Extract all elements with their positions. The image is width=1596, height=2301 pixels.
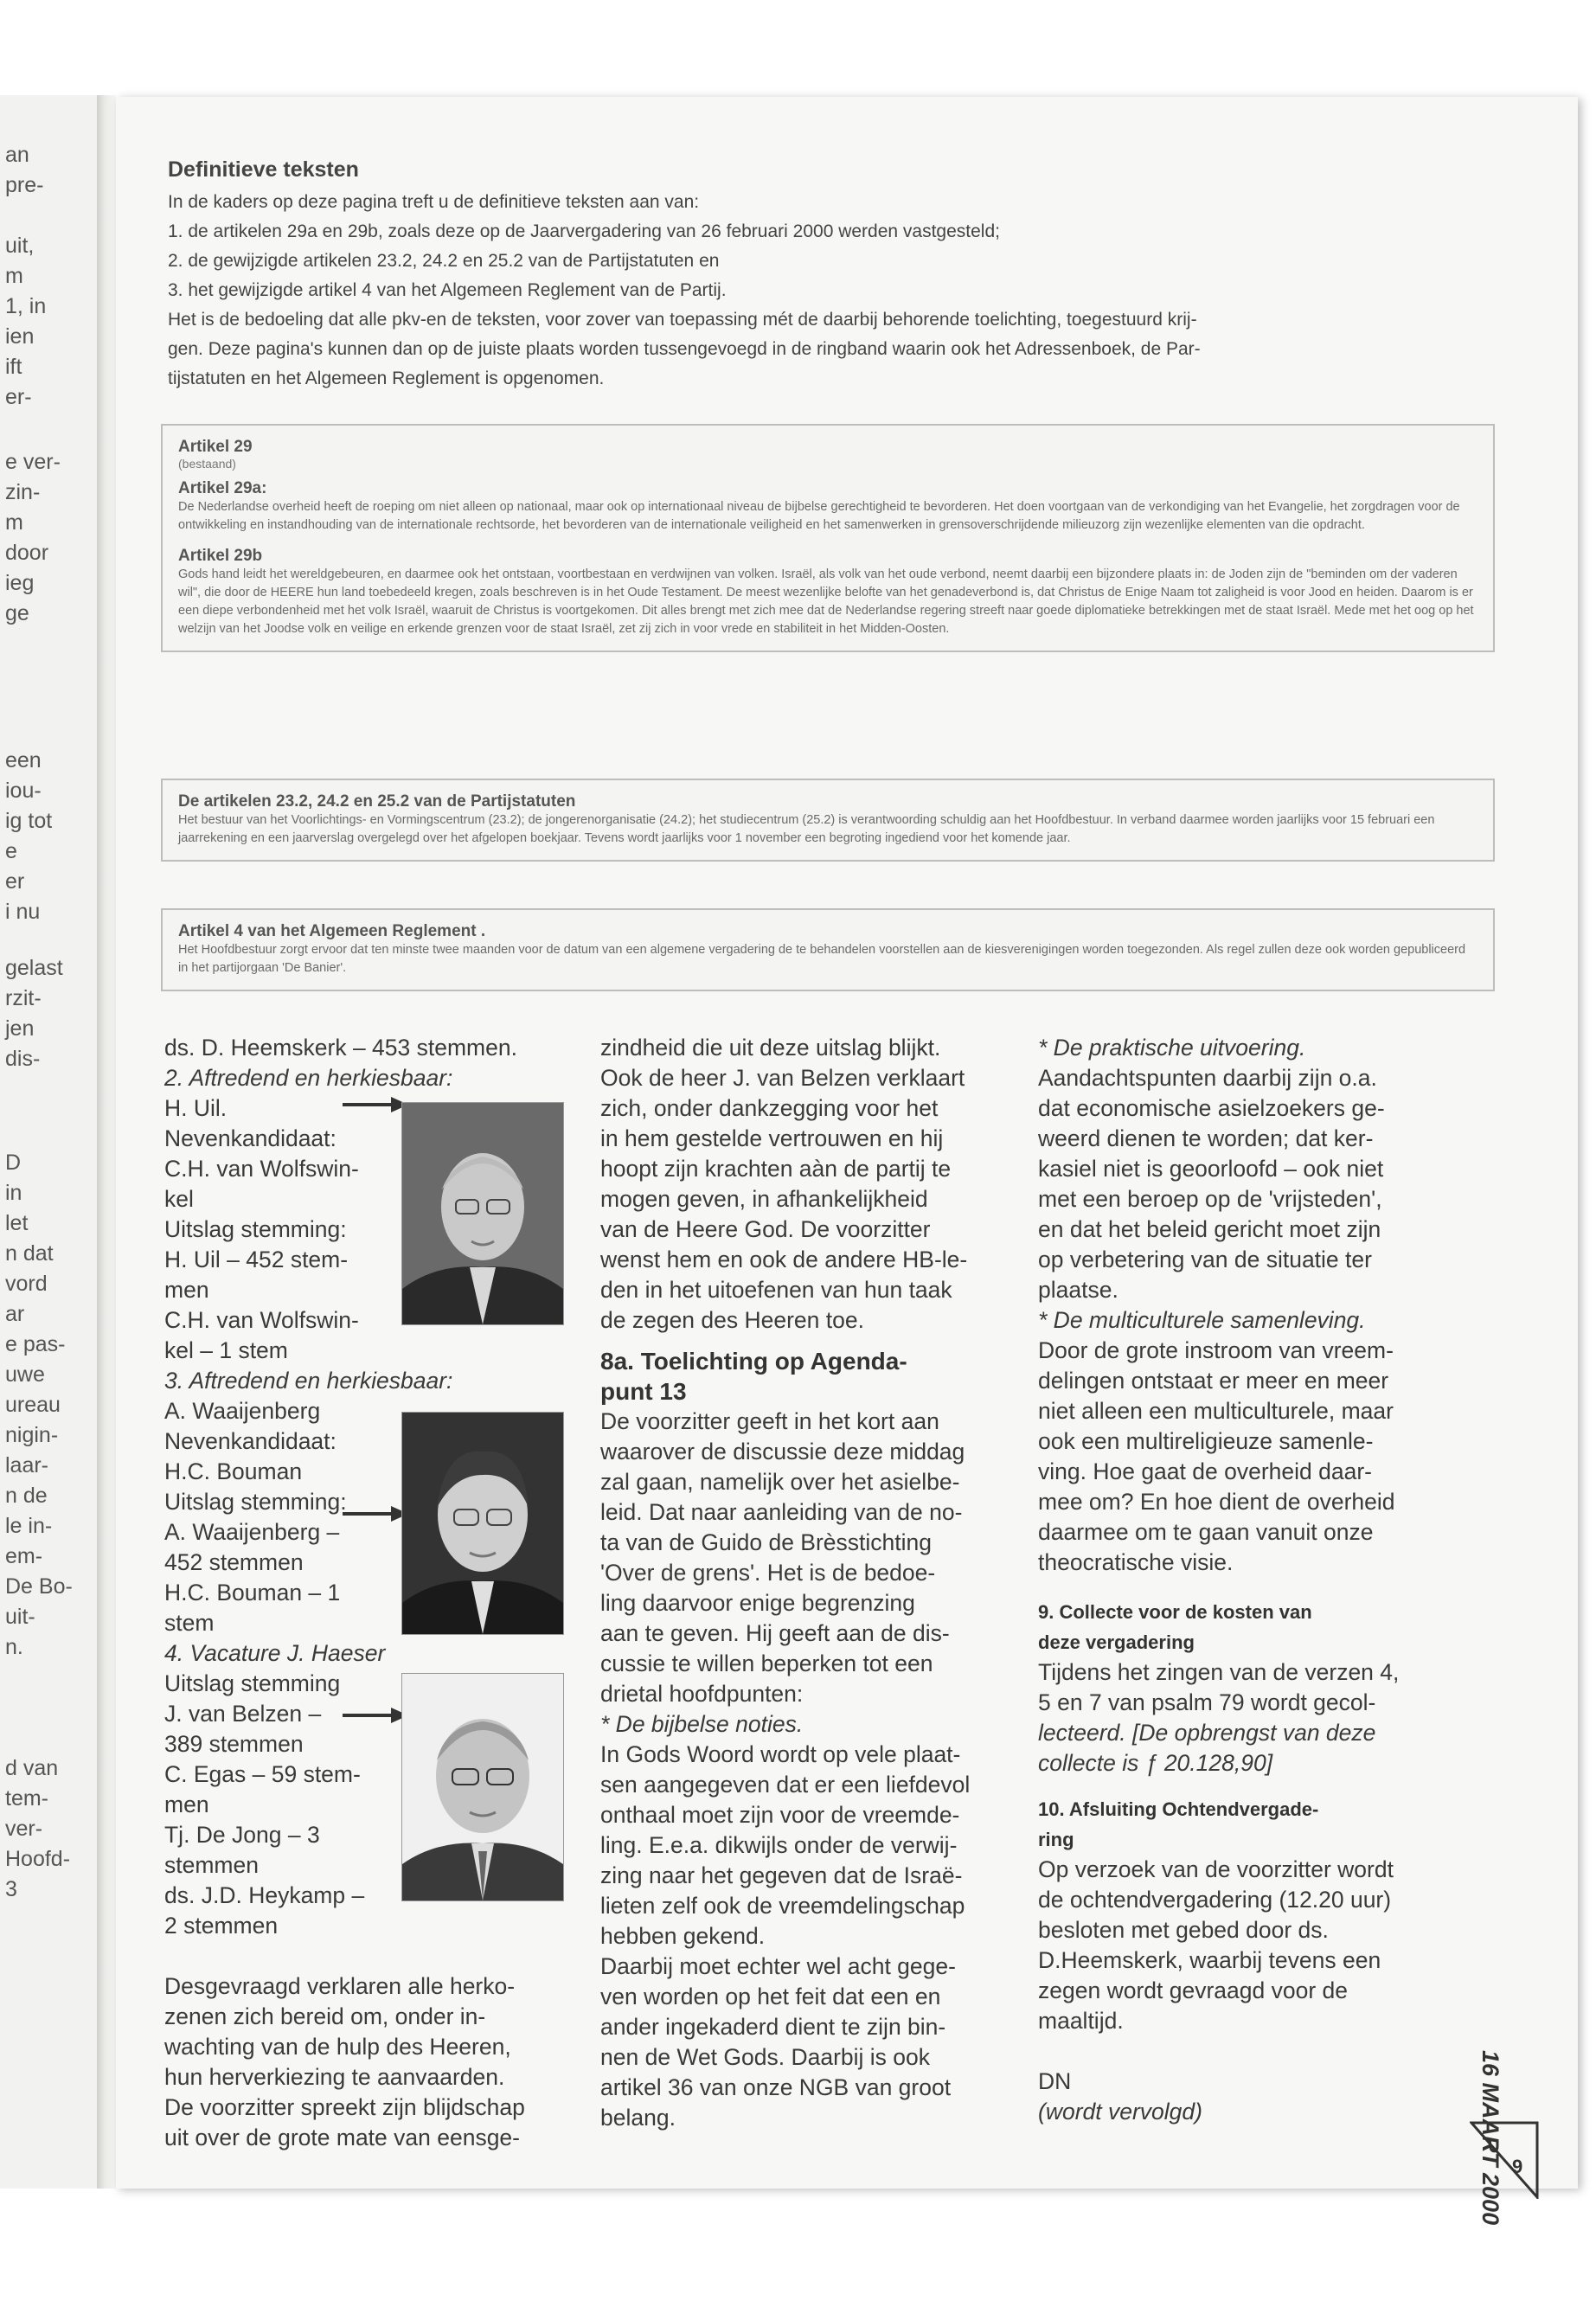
result-line: Tj. De Jong – 3 [164,1822,320,1848]
intro-line: 1. de artikelen 29a en 29b, zoals deze op de Jaarvergadering van 26 februari 2000 werden vastgesteld; [168,221,1000,241]
paragraph-line: Desgevraagd verklaren alle herko- [164,1973,516,1999]
author-initials: DN [1038,2068,1072,2094]
column-2 [600,1033,1033,2133]
text-line: delingen ontstaat er meer en meer [1038,1368,1389,1394]
result-line: H.C. Bouman [164,1458,303,1484]
text-line: niet alleen een multiculturele, maar [1038,1398,1394,1424]
result-line: ds. J.D. Heykamp – [164,1882,365,1908]
text-line: Daarbij moet echter wel acht gege- [600,1953,956,1979]
intro-section [168,157,1491,394]
text-line: In Gods Woord wordt op vele plaat- [600,1741,961,1767]
portrait-photo-a-waaijenberg [401,1412,564,1635]
text-line: zal gaan, namelijk over het asielbe- [600,1469,960,1495]
paragraph-line: De voorzitter spreekt zijn blijdschap [164,2094,525,2120]
result-line: kel – 1 stem [164,1337,288,1363]
text-line: Op verzoek van de voorzitter wordt [1038,1856,1394,1882]
text-line: besloten met gebed door ds. [1038,1917,1329,1943]
result-line: men [164,1791,209,1817]
result-line: 2. Aftredend en herkiesbaar: [164,1065,453,1091]
prev-page-fragment: an [5,143,29,167]
statutes-title: De artikelen 23.2, 24.2 en 25.2 van de Partijstatuten [178,792,576,811]
prev-page-fragment: er- [5,385,32,409]
prev-page-fragment: door [5,541,49,565]
intro-heading: Definitieve teksten [168,157,359,182]
prev-page-fragment: pre- [5,173,44,197]
result-line: C. Egas – 59 stem- [164,1761,361,1787]
prev-page-fragment: uit, [5,234,35,258]
text-line: kasiel niet is geoorloofd – ook niet [1038,1156,1384,1182]
text-line: waarover de discussie deze middag [600,1439,965,1465]
result-line: Uitslag stemming [164,1670,341,1696]
article-29b-text: Gods hand leidt het wereldgebeuren, en daarmee ook het ontstaan, voortbestaan en verdwijnen van volken. Israël, als volk van het oude verbond, neemt daarbij een bijzondere plaats in: de Joden zijn de "beminden om der vaderen wil", die door de HEERE hun land toebedeeld kregen, zoals beschreven is in het Oude Testament. De meest wezenlijke belofte van het genadeverbond is, dat Christus de Enige Naam tot zaligheid is voor Jood en heiden. Daarom is er een diepe verbondenheid met het volk Israël, waaruit de Christus is voortgekomen. Dit alles brengt met zich mee dat de Nederlandse regering streeft naar goede diplomatieke betrekkingen met de staat Israël. Mede met het oog op het welzijn van het Joodse volk en veilige en erkende grenzen voor de staat Israël, zet zij zich in voor vrede en stabiliteit in het Midden-Oosten. [178,567,1474,636]
result-line: 2 stemmen [164,1913,279,1939]
result-line: ds. D. Heemskerk – 453 stemmen. [164,1035,517,1061]
text-line: ander ingekaderd dient te zijn bin- [600,2014,946,2040]
section-9-heading: 9. Collecte voor de kosten van deze vergadering [1038,1601,1312,1653]
result-line: H. Uil. [164,1095,228,1121]
article-29-box [161,424,1495,652]
text-line: De voorzitter geeft in het kort aan [600,1408,939,1434]
prev-page-fragment: e ver- [5,450,61,474]
text-line: artikel 36 van onze NGB van groot [600,2074,952,2100]
book-gutter [97,95,116,2189]
prev-page-fragment: m [5,510,23,535]
text-line: ta van de Guido de Brèsstichting [600,1529,933,1555]
result-line: H.C. Bouman – 1 [164,1580,341,1606]
text-line: plaatse. [1038,1277,1118,1303]
result-line: C.H. van Wolfswin- [164,1307,359,1333]
text-line: hebben gekend. [600,1923,766,1949]
text-line: met een beroep op de 'vrijsteden', [1038,1186,1382,1212]
result-line: J. van Belzen – [164,1701,322,1727]
intro-line: tijstatuten en het Algemeen Reglement is opgenomen. [168,369,605,388]
arrow-icon [341,1704,410,1727]
prev-page-fragment: em- [5,1544,43,1568]
text-line: den in het uitoefenen van hun taak [600,1277,952,1303]
text-line: maaltijd. [1038,2008,1124,2034]
text-line: Aandachtspunten daarbij zijn o.a. [1038,1065,1377,1091]
prev-page-fragment: iou- [5,779,42,803]
result-line: A. Waaijenberg [164,1398,321,1424]
prev-page-fragment: tem- [5,1786,48,1811]
regulation-text: Het Hoofdbestuur zorgt ervoor dat ten minste twee maanden voor de datum van een algemene vergadering de te behandelen voorstellen aan de kiesverenigingen worden toegezonden. Als regel zullen deze ook worden gepubliceerd in het partijorgaan 'De Banier'. [178,943,1466,975]
intro-line: 3. het gewijzigde artikel 4 van het Algemeen Reglement van de Partij. [168,280,727,300]
paragraph-line: uit over de grote mate van eensge- [164,2125,520,2150]
prev-page-fragment: dis- [5,1047,41,1071]
column-3 [1038,1033,1471,2127]
prev-page-fragment: gelast [5,956,63,980]
prev-page-fragment: ge [5,601,29,625]
text-line: zich, onder dankzegging voor het [600,1095,939,1121]
prev-page-fragment: een [5,748,42,772]
result-line: stem [164,1610,215,1636]
text-line: mee om? En hoe dient de overheid [1038,1489,1395,1515]
prev-page-fragment: i nu [5,900,41,924]
article-29-title: Artikel 29 [178,438,253,456]
result-line: Nevenkandidaat: [164,1428,337,1454]
result-line: stemmen [164,1852,259,1878]
text-line: dat economische asielzoekers ge- [1038,1095,1385,1121]
result-line: men [164,1277,209,1303]
text-line: nen de Wet Gods. Daarbij is ook [600,2044,931,2070]
statutes-box [161,779,1495,862]
result-line: Uitslag stemming: [164,1489,347,1515]
text-line: ving. Hoe gaat de overheid daar- [1038,1458,1372,1484]
intro-line: 2. de gewijzigde artikelen 23.2, 24.2 en 25.2 van de Partijstatuten en [168,251,720,271]
prev-page-fragment: D [5,1150,22,1175]
intro-line: In de kaders op deze pagina treft u de definitieve teksten aan van: [168,192,700,212]
prev-page-fragment: ig tot [5,809,53,833]
arrow-icon [341,1093,410,1116]
prev-page-fragment: n dat [5,1241,54,1266]
prev-page-fragment: n de [5,1484,48,1508]
text-line: in hem gestelde vertrouwen en hij [600,1125,944,1151]
text-line: mogen geven, in afhankelijkheid [600,1186,928,1212]
text-line: lieten zelf ook de vreemdelingschap [600,1893,965,1919]
text-line: theocratische visie. [1038,1549,1234,1575]
result-line: H. Uil – 452 stem- [164,1247,349,1272]
prev-page-fragment: vord [5,1272,48,1296]
subheading-italic: * De praktische uitvoering. [1038,1035,1306,1061]
text-line: en dat het beleid gericht moet zijn [1038,1216,1381,1242]
prev-page-fragment: nigin- [5,1423,59,1447]
subheading-italic: * De multiculturele samenleving. [1038,1307,1366,1333]
text-line: onthaal moet zijn voor de vreemde- [600,1802,960,1828]
paragraph-line: zenen zich bereid om, onder in- [164,2003,486,2029]
text-line: Ook de heer J. van Belzen verklaart [600,1065,965,1091]
result-line: A. Waaijenberg – [164,1519,340,1545]
prev-page-fragment: 1, in [5,294,47,318]
result-line: 389 stemmen [164,1731,304,1757]
arrow-icon [341,1503,410,1525]
regulation-box [161,908,1495,991]
page-number-triangle-icon [1470,2121,1539,2199]
intro-line: gen. Deze pagina's kunnen dan op de juiste plaats worden tussengevoegd in de ringband waarin ook het Adressenboek, de Par- [168,339,1201,359]
text-line: leid. Dat naar aanleiding van de no- [600,1499,963,1525]
article-29-status: (bestaand) [178,457,236,471]
article-29a-text: De Nederlandse overheid heeft de roeping om niet alleen op nationaal, maar ook op internationaal niveau de bijbelse gerechtigheid te bevorderen. Het doen voortgaan van de verkondiging van het Evangelie, het zorgdragen voor de ontwikkeling en instandhouding van de internationale rechtsorde, het bevorderen van de internationale veiligheid en het samenwerken in grensoverschrijdende milieuzorg zijn wezenlijke elementen van die opdracht. [178,500,1460,532]
section-8a-heading: 8a. Toelichting op Agenda- punt 13 [600,1348,907,1405]
prev-page-fragment: ureau [5,1393,61,1417]
text-line: collecte is ƒ 20.128,90] [1038,1750,1273,1776]
text-line: ven worden op het feit dat een en [600,1984,941,2009]
statutes-text: Het bestuur van het Voorlichtings- en Vormingscentrum (23.2); de jongerenorganisatie (24.2); het studiecentrum (25.2) is verantwoording schuldig aan het Hoofdbestuur. In verband daarmee worden jaarlijks voor 15 februari een jaarrekening en een jaarverslag overgelegd over het afgelopen boekjaar. Tevens wordt jaarlijks voor 1 november een begroting ingediend voor het komende jaar. [178,813,1435,845]
text-line: ling. E.e.a. dikwijls onder de verwij- [600,1832,958,1858]
prev-page-fragment: rzit- [5,986,42,1010]
portrait-photo-h-uil [401,1102,564,1325]
prev-page-fragment: let [5,1211,29,1235]
text-line: belang. [600,2105,676,2131]
text-line: op verbetering van de situatie ter [1038,1247,1372,1272]
text-line: ook een multireligieuze samenle- [1038,1428,1374,1454]
text-line: daarmee om te gaan vanuit onze [1038,1519,1374,1545]
text-line: de zegen des Heeren toe. [600,1307,864,1333]
text-line: zindheid die uit deze uitslag blijkt. [600,1035,941,1061]
prev-page-fragment: uwe [5,1362,45,1387]
result-line: kel [164,1186,194,1212]
result-line: 4. Vacature J. Haeser [164,1640,386,1666]
magazine-page [116,97,1578,2226]
prev-page-fragment: ien [5,324,35,349]
text-line: wenst hem en ook de andere HB-le- [600,1247,968,1272]
prev-page-fragment: 3 [5,1877,17,1901]
prev-page-fragment: uit- [5,1605,35,1629]
text-line: zing naar het gegeven dat de Israë- [600,1862,963,1888]
prev-page-fragment: in [5,1181,22,1205]
text-line: D.Heemskerk, waarbij tevens een [1038,1947,1381,1973]
prev-page-fragment: ver- [5,1817,43,1841]
section-10-heading: 10. Afsluiting Ochtendvergade- ring [1038,1798,1319,1850]
prev-page-fragment: m [5,264,23,288]
subheading-italic: * De bijbelse noties. [600,1711,804,1737]
text-line: de ochtendvergadering (12.20 uur) [1038,1887,1392,1913]
to-be-continued-note: (wordt vervolgd) [1038,2099,1202,2125]
issue-date: 16 MAART 2000 [1477,2050,1503,2226]
text-line: sen aangegeven dat er een liefdevol [600,1772,971,1798]
result-line: 3. Aftredend en herkiesbaar: [164,1368,453,1394]
text-line: Door de grote instroom van vreem- [1038,1337,1394,1363]
prev-page-fragment: er [5,869,25,894]
article-29b-title: Artikel 29b [178,547,263,565]
paragraph-line: hun herverkiezing te aanvaarden. [164,2064,505,2090]
result-line: Nevenkandidaat: [164,1125,337,1151]
prev-page-fragment: De Bo- [5,1574,73,1599]
text-line: zegen wordt gevraagd voor de [1038,1977,1348,2003]
paragraph-line: wachting van de hulp des Heeren, [164,2034,511,2060]
text-line: weerd dienen te worden; dat ker- [1038,1125,1374,1151]
prev-page-fragment: e [5,839,17,863]
text-line: cussie te willen beperken tot een [600,1650,933,1676]
prev-page-fragment: jen [5,1016,35,1041]
prev-page-fragment: laar- [5,1453,49,1477]
prev-page-fragment: Hoofd- [5,1847,71,1871]
prev-page-fragment: le in- [5,1514,53,1538]
prev-page-fragment: e pas- [5,1332,66,1356]
text-line: lecteerd. [De opbrengst van deze [1038,1720,1376,1746]
prev-page-fragment: ieg [5,571,35,595]
text-line: hoopt zijn krachten aàn de partij te [600,1156,952,1182]
previous-page-strip [0,95,97,2189]
regulation-title: Artikel 4 van het Algemeen Reglement . [178,922,486,940]
result-line: 452 stemmen [164,1549,304,1575]
prev-page-fragment: ift [5,355,22,379]
prev-page-fragment: zin- [5,480,41,504]
prev-page-fragment: n. [5,1635,23,1659]
portrait-photo-j-van-belzen [401,1673,564,1901]
text-line: 5 en 7 van psalm 79 wordt gecol- [1038,1689,1376,1715]
article-29a-title: Artikel 29a: [178,479,267,497]
text-line: drietal hoofdpunten: [600,1681,804,1707]
intro-line: Het is de bedoeling dat alle pkv-en de teksten, voor zover van toepassing mét de daarbij behorende toelichting, toegestuurd krij- [168,310,1197,330]
prev-page-fragment: d van [5,1756,59,1780]
prev-page-fragment: ar [5,1302,25,1326]
text-line: 'Over de grens'. Het is de bedoe- [600,1560,936,1586]
text-line: Tijdens het zingen van de verzen 4, [1038,1659,1400,1685]
text-line: ling daarvoor enige begrenzing [600,1590,915,1616]
result-line: Uitslag stemming: [164,1216,347,1242]
text-line: van de Heere God. De voorzitter [600,1216,931,1242]
text-line: aan te geven. Hij geeft aan de dis- [600,1620,950,1646]
result-line: C.H. van Wolfswin- [164,1156,359,1182]
page-number: 9 [1512,2156,1523,2177]
